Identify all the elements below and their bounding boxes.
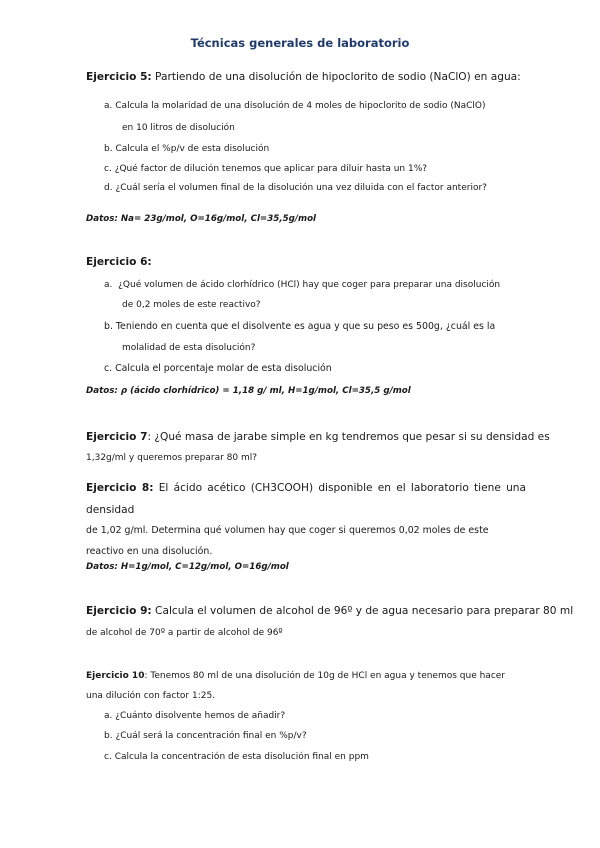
ex10-item-a-marker: a. xyxy=(104,711,113,721)
ex7-line1 xyxy=(86,431,550,443)
ex6-item-b-text: Teniendo en cuenta que el disolvente es agua y que su peso es 500g, ¿cuál es la xyxy=(115,321,496,332)
ex5-item-c-text: ¿Qué factor de dilución tenemos que aplicar para diluir hasta un 1%? xyxy=(114,164,428,174)
ex6-item-a xyxy=(104,280,500,290)
ex8-line3: de 1,02 g/ml. Determina qué volumen hay que coger si queremos 0,02 moles de este xyxy=(86,525,489,536)
ex6-item-a-marker: a. xyxy=(104,280,113,290)
ex6-label: Ejercicio 6: xyxy=(86,256,152,268)
ex9-line1 xyxy=(86,605,573,617)
ex6-item-b-cont: molalidad de esta disolución? xyxy=(122,343,256,353)
ex10-line2: una dilución con factor 1:25. xyxy=(86,691,216,701)
ex8-line4: reactivo en una disolución. xyxy=(86,546,213,557)
ex6-item-c-marker: c. xyxy=(104,363,113,374)
ex7-label: Ejercicio 7 xyxy=(86,431,148,443)
ex5-item-d-text: ¿Cuál sería el volumen final de la disolución una vez diluida con el factor anterior? xyxy=(115,183,487,193)
ex9-text: Calcula el volumen de alcohol de 96º y de agua necesario para preparar 80 ml xyxy=(151,605,574,617)
ex10-item-a xyxy=(104,711,285,721)
ex10-item-b-text: ¿Cuál será la concentración final en %p/v? xyxy=(115,731,307,741)
ex5-item-a-text: Calcula la molaridad de una disolución de 4 moles de hipoclorito de sodio (NaClO) xyxy=(115,101,486,111)
ex6-item-c xyxy=(104,363,332,374)
ex5-item-a-cont: en 10 litros de disolución xyxy=(122,123,235,133)
ex5-label: Ejercicio 5: xyxy=(86,71,152,83)
ex5-datos: Datos: Na= 23g/mol, O=16g/mol, Cl=35,5g/mol xyxy=(86,214,317,224)
ex8-text: El ácido acético (CH3COOH) disponible en el laboratorio tiene una xyxy=(153,482,526,494)
ex5-heading xyxy=(86,71,521,83)
ex5-item-c-marker: c. xyxy=(104,164,112,174)
ex5-item-d xyxy=(104,183,487,193)
ex8-datos: Datos: H=1g/mol, C=12g/mol, O=16g/mol xyxy=(86,562,289,572)
ex6-item-a-text: ¿Qué volumen de ácido clorhídrico (HCl) hay que coger para preparar una disolución xyxy=(118,280,501,290)
ex5-item-c xyxy=(104,164,427,174)
ex8-line2: densidad xyxy=(86,504,135,516)
ex9-line2: de alcohol de 70º a partir de alcohol de 96º xyxy=(86,628,283,638)
ex8-label: Ejercicio 8: xyxy=(86,482,154,494)
ex10-item-b-marker: b. xyxy=(104,731,113,741)
ex5-item-a-marker: a. xyxy=(104,101,113,111)
ex6-item-b-marker: b. xyxy=(104,321,113,332)
ex10-label: Ejercicio 10 xyxy=(86,671,145,681)
ex10-item-a-text: ¿Cuánto disolvente hemos de añadir? xyxy=(115,711,286,721)
ex9-label: Ejercicio 9: xyxy=(86,605,152,617)
ex10-line1 xyxy=(86,671,505,681)
ex6-item-a-cont: de 0,2 moles de este reactivo? xyxy=(122,300,261,310)
ex7-text: : ¿Qué masa de jarabe simple en kg tendremos que pesar si su densidad es xyxy=(147,431,550,443)
page-title: Técnicas generales de laboratorio xyxy=(190,36,410,50)
ex6-datos: Datos: ρ (ácido clorhídrico) = 1,18 g/ ml, H=1g/mol, Cl=35,5 g/mol xyxy=(86,386,411,396)
ex5-item-b xyxy=(104,144,269,154)
ex5-item-d-marker: d. xyxy=(104,183,113,193)
ex5-item-b-marker: b. xyxy=(104,144,113,154)
ex10-item-b xyxy=(104,731,307,741)
ex5-intro: Partiendo de una disolución de hipoclorito de sodio (NaClO) en agua: xyxy=(151,71,521,83)
ex5-item-b-text: Calcula el %p/v de esta disolución xyxy=(115,144,270,154)
ex10-item-c-text: Calcula la concentración de esta disolución final en ppm xyxy=(114,752,369,762)
ex8-line1 xyxy=(86,482,526,494)
ex10-item-c xyxy=(104,752,369,762)
ex10-text: : Tenemos 80 ml de una disolución de 10g de HCl en agua y tenemos que hacer xyxy=(144,671,506,681)
ex6-item-c-text: Calcula el porcentaje molar de esta disolución xyxy=(115,363,332,374)
ex7-line2: 1,32g/ml y queremos preparar 80 ml? xyxy=(86,453,258,463)
ex6-item-b xyxy=(104,321,495,332)
ex10-item-c-marker: c. xyxy=(104,752,112,762)
ex5-item-a xyxy=(104,101,485,111)
